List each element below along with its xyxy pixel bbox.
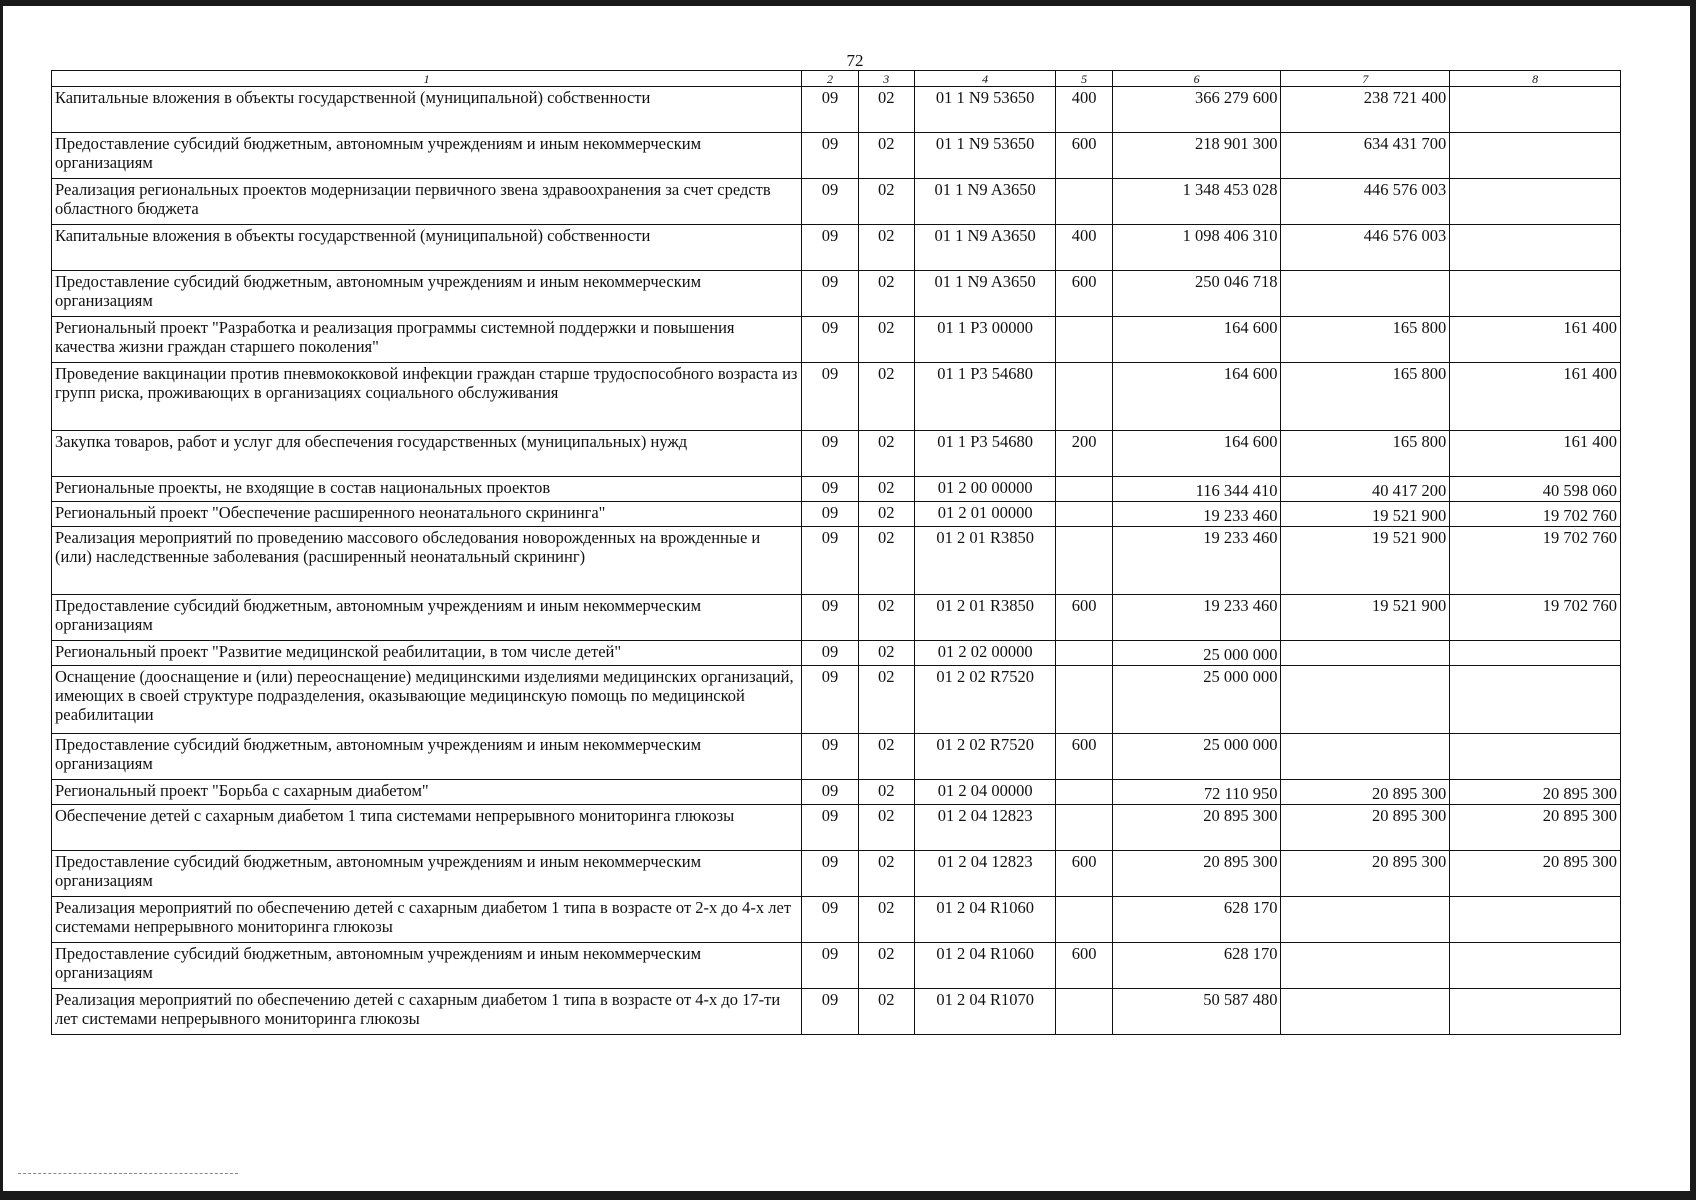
column-header-1: 1 bbox=[52, 71, 802, 87]
row-col-5 bbox=[1056, 805, 1112, 851]
row-col-4: 01 2 01 R3850 bbox=[914, 527, 1056, 595]
row-col-8 bbox=[1450, 989, 1621, 1035]
row-col-6: 19 233 460 bbox=[1112, 527, 1281, 595]
row-col-4: 01 2 04 12823 bbox=[914, 851, 1056, 897]
row-col-5 bbox=[1056, 527, 1112, 595]
table-row bbox=[52, 363, 1621, 431]
row-col-4: 01 2 04 12823 bbox=[914, 805, 1056, 851]
row-col-5: 600 bbox=[1056, 851, 1112, 897]
row-col-7: 165 800 bbox=[1281, 317, 1450, 363]
row-col-4: 01 1 P3 00000 bbox=[914, 317, 1056, 363]
row-col-8: 20 895 300 bbox=[1450, 805, 1621, 851]
row-col-7: 20 895 300 bbox=[1281, 780, 1450, 805]
row-col-7: 40 417 200 bbox=[1281, 477, 1450, 502]
row-col-2: 09 bbox=[802, 943, 858, 989]
row-description: Закупка товаров, работ и услуг для обеспечения государственных (муниципальных) нужд bbox=[52, 431, 802, 477]
column-header-7: 7 bbox=[1281, 71, 1450, 87]
row-col-5: 600 bbox=[1056, 595, 1112, 641]
row-col-3: 02 bbox=[858, 179, 914, 225]
column-header-5: 5 bbox=[1056, 71, 1112, 87]
row-col-2: 09 bbox=[802, 851, 858, 897]
row-col-3: 02 bbox=[858, 317, 914, 363]
row-col-7: 446 576 003 bbox=[1281, 179, 1450, 225]
row-col-7: 446 576 003 bbox=[1281, 225, 1450, 271]
row-col-7 bbox=[1281, 943, 1450, 989]
row-col-5 bbox=[1056, 780, 1112, 805]
row-col-5 bbox=[1056, 641, 1112, 666]
table-row bbox=[52, 133, 1621, 179]
table-row bbox=[52, 943, 1621, 989]
row-col-4: 01 2 04 R1060 bbox=[914, 943, 1056, 989]
row-col-7: 19 521 900 bbox=[1281, 595, 1450, 641]
row-col-6: 1 098 406 310 bbox=[1112, 225, 1281, 271]
row-col-3: 02 bbox=[858, 477, 914, 502]
row-col-5 bbox=[1056, 179, 1112, 225]
row-col-5: 400 bbox=[1056, 225, 1112, 271]
row-col-6: 164 600 bbox=[1112, 317, 1281, 363]
row-col-5 bbox=[1056, 317, 1112, 363]
row-col-6: 218 901 300 bbox=[1112, 133, 1281, 179]
row-col-2: 09 bbox=[802, 666, 858, 734]
row-description: Реализация мероприятий по проведению массового обследования новорожденных на врожденные и (или) наследственные заболевания (расширенный неонатальный скрининг) bbox=[52, 527, 802, 595]
row-col-4: 01 2 00 00000 bbox=[914, 477, 1056, 502]
row-col-3: 02 bbox=[858, 431, 914, 477]
row-col-6: 25 000 000 bbox=[1112, 666, 1281, 734]
row-col-7: 19 521 900 bbox=[1281, 527, 1450, 595]
row-col-8 bbox=[1450, 666, 1621, 734]
row-col-4: 01 2 02 R7520 bbox=[914, 734, 1056, 780]
row-description: Капитальные вложения в объекты государственной (муниципальной) собственности bbox=[52, 87, 802, 133]
column-header-6: 6 bbox=[1112, 71, 1281, 87]
row-col-5: 200 bbox=[1056, 431, 1112, 477]
row-col-8 bbox=[1450, 734, 1621, 780]
row-description: Реализация мероприятий по обеспечению детей с сахарным диабетом 1 типа в возрасте от 4-х до 17-ти лет системами непрерывного мониторинга глюкозы bbox=[52, 989, 802, 1035]
row-description: Реализация мероприятий по обеспечению детей с сахарным диабетом 1 типа в возрасте от 2-х до 4-х лет системами непрерывного мониторинга глюкозы bbox=[52, 897, 802, 943]
row-col-2: 09 bbox=[802, 780, 858, 805]
row-col-8 bbox=[1450, 225, 1621, 271]
row-col-3: 02 bbox=[858, 595, 914, 641]
row-col-8 bbox=[1450, 641, 1621, 666]
row-col-2: 09 bbox=[802, 133, 858, 179]
row-col-8: 161 400 bbox=[1450, 317, 1621, 363]
row-col-8 bbox=[1450, 943, 1621, 989]
row-col-2: 09 bbox=[802, 897, 858, 943]
row-description: Региональные проекты, не входящие в состав национальных проектов bbox=[52, 477, 802, 502]
row-col-8: 19 702 760 bbox=[1450, 595, 1621, 641]
row-col-5 bbox=[1056, 989, 1112, 1035]
row-description: Проведение вакцинации против пневмококковой инфекции граждан старше трудоспособного возраста из групп риска, проживающих в организациях социального обслуживания bbox=[52, 363, 802, 431]
row-col-5: 400 bbox=[1056, 87, 1112, 133]
row-col-5 bbox=[1056, 897, 1112, 943]
table-row bbox=[52, 989, 1621, 1035]
row-col-3: 02 bbox=[858, 363, 914, 431]
table-row bbox=[52, 179, 1621, 225]
row-col-3: 02 bbox=[858, 133, 914, 179]
table-row bbox=[52, 87, 1621, 133]
row-col-5 bbox=[1056, 477, 1112, 502]
table-row bbox=[52, 431, 1621, 477]
row-col-8 bbox=[1450, 179, 1621, 225]
row-col-3: 02 bbox=[858, 641, 914, 666]
row-description: Региональный проект "Разработка и реализация программы системной поддержки и повышения качества жизни граждан старшего поколения" bbox=[52, 317, 802, 363]
row-col-6: 50 587 480 bbox=[1112, 989, 1281, 1035]
table-row bbox=[52, 805, 1621, 851]
row-col-2: 09 bbox=[802, 363, 858, 431]
row-description: Предоставление субсидий бюджетным, автономным учреждениям и иным некоммерческим организациям bbox=[52, 595, 802, 641]
row-col-3: 02 bbox=[858, 271, 914, 317]
row-col-6: 72 110 950 bbox=[1112, 780, 1281, 805]
row-col-3: 02 bbox=[858, 666, 914, 734]
row-col-6: 164 600 bbox=[1112, 431, 1281, 477]
row-col-5 bbox=[1056, 363, 1112, 431]
row-col-3: 02 bbox=[858, 225, 914, 271]
column-header-3: 3 bbox=[858, 71, 914, 87]
row-col-7: 165 800 bbox=[1281, 431, 1450, 477]
table-row bbox=[52, 527, 1621, 595]
row-col-7 bbox=[1281, 271, 1450, 317]
row-col-3: 02 bbox=[858, 989, 914, 1035]
row-col-4: 01 2 02 00000 bbox=[914, 641, 1056, 666]
row-description: Капитальные вложения в объекты государственной (муниципальной) собственности bbox=[52, 225, 802, 271]
page-number: 72 bbox=[846, 51, 864, 70]
row-col-2: 09 bbox=[802, 527, 858, 595]
row-col-3: 02 bbox=[858, 851, 914, 897]
row-col-6: 25 000 000 bbox=[1112, 641, 1281, 666]
table-row bbox=[52, 595, 1621, 641]
row-col-4: 01 1 P3 54680 bbox=[914, 431, 1056, 477]
row-description: Региональный проект "Развитие медицинской реабилитации, в том числе детей" bbox=[52, 641, 802, 666]
row-col-2: 09 bbox=[802, 477, 858, 502]
row-col-6: 164 600 bbox=[1112, 363, 1281, 431]
row-col-7: 20 895 300 bbox=[1281, 805, 1450, 851]
row-col-5: 600 bbox=[1056, 271, 1112, 317]
row-col-8: 20 895 300 bbox=[1450, 780, 1621, 805]
row-col-6: 19 233 460 bbox=[1112, 595, 1281, 641]
row-col-5: 600 bbox=[1056, 133, 1112, 179]
row-col-3: 02 bbox=[858, 780, 914, 805]
row-col-6: 628 170 bbox=[1112, 943, 1281, 989]
column-header-8: 8 bbox=[1450, 71, 1621, 87]
row-col-7 bbox=[1281, 666, 1450, 734]
row-col-4: 01 2 04 00000 bbox=[914, 780, 1056, 805]
row-col-8: 19 702 760 bbox=[1450, 527, 1621, 595]
row-col-3: 02 bbox=[858, 734, 914, 780]
row-col-2: 09 bbox=[802, 179, 858, 225]
row-col-6: 20 895 300 bbox=[1112, 805, 1281, 851]
row-col-8: 161 400 bbox=[1450, 431, 1621, 477]
scan-edge-top bbox=[0, 0, 1696, 6]
row-col-8 bbox=[1450, 87, 1621, 133]
scan-edge-left bbox=[0, 0, 3, 1200]
row-col-8 bbox=[1450, 133, 1621, 179]
column-header-2: 2 bbox=[802, 71, 858, 87]
row-col-2: 09 bbox=[802, 989, 858, 1035]
row-col-2: 09 bbox=[802, 225, 858, 271]
row-col-2: 09 bbox=[802, 734, 858, 780]
row-col-8 bbox=[1450, 271, 1621, 317]
row-col-8: 20 895 300 bbox=[1450, 851, 1621, 897]
row-col-4: 01 2 01 00000 bbox=[914, 502, 1056, 527]
row-description: Региональный проект "Обеспечение расширенного неонатального скрининга" bbox=[52, 502, 802, 527]
row-col-4: 01 1 N9 A3650 bbox=[914, 179, 1056, 225]
row-col-5: 600 bbox=[1056, 943, 1112, 989]
row-col-2: 09 bbox=[802, 431, 858, 477]
row-col-8: 40 598 060 bbox=[1450, 477, 1621, 502]
table-row bbox=[52, 897, 1621, 943]
row-col-6: 116 344 410 bbox=[1112, 477, 1281, 502]
row-col-3: 02 bbox=[858, 527, 914, 595]
row-col-4: 01 2 02 R7520 bbox=[914, 666, 1056, 734]
row-col-6: 1 348 453 028 bbox=[1112, 179, 1281, 225]
row-col-3: 02 bbox=[858, 502, 914, 527]
row-col-2: 09 bbox=[802, 317, 858, 363]
row-col-8: 161 400 bbox=[1450, 363, 1621, 431]
row-description: Предоставление субсидий бюджетным, автономным учреждениям и иным некоммерческим организациям bbox=[52, 734, 802, 780]
row-col-3: 02 bbox=[858, 805, 914, 851]
row-col-3: 02 bbox=[858, 897, 914, 943]
row-col-7: 19 521 900 bbox=[1281, 502, 1450, 527]
row-col-4: 01 2 04 R1060 bbox=[914, 897, 1056, 943]
table-row bbox=[52, 734, 1621, 780]
row-col-7 bbox=[1281, 734, 1450, 780]
row-col-6: 20 895 300 bbox=[1112, 851, 1281, 897]
row-col-2: 09 bbox=[802, 805, 858, 851]
table-row bbox=[52, 851, 1621, 897]
row-description: Обеспечение детей с сахарным диабетом 1 типа системами непрерывного мониторинга глюкозы bbox=[52, 805, 802, 851]
row-col-6: 25 000 000 bbox=[1112, 734, 1281, 780]
row-col-2: 09 bbox=[802, 595, 858, 641]
row-col-2: 09 bbox=[802, 641, 858, 666]
scan-edge-right bbox=[1690, 0, 1696, 1200]
row-col-7: 20 895 300 bbox=[1281, 851, 1450, 897]
row-col-2: 09 bbox=[802, 87, 858, 133]
table-row bbox=[52, 477, 1621, 502]
row-col-8 bbox=[1450, 897, 1621, 943]
row-col-5 bbox=[1056, 502, 1112, 527]
column-number-row bbox=[52, 71, 1621, 87]
table-row bbox=[52, 271, 1621, 317]
table-row bbox=[52, 780, 1621, 805]
row-col-4: 01 2 04 R1070 bbox=[914, 989, 1056, 1035]
row-col-2: 09 bbox=[802, 502, 858, 527]
row-col-6: 366 279 600 bbox=[1112, 87, 1281, 133]
row-col-6: 250 046 718 bbox=[1112, 271, 1281, 317]
row-col-7: 634 431 700 bbox=[1281, 133, 1450, 179]
row-col-7: 238 721 400 bbox=[1281, 87, 1450, 133]
budget-table bbox=[51, 70, 1621, 1035]
table-row bbox=[52, 225, 1621, 271]
row-col-7 bbox=[1281, 641, 1450, 666]
row-col-3: 02 bbox=[858, 943, 914, 989]
row-col-4: 01 1 N9 53650 bbox=[914, 87, 1056, 133]
row-col-4: 01 2 01 R3850 bbox=[914, 595, 1056, 641]
row-description: Предоставление субсидий бюджетным, автономным учреждениям и иным некоммерческим организациям bbox=[52, 943, 802, 989]
row-description: Предоставление субсидий бюджетным, автономным учреждениям и иным некоммерческим организациям bbox=[52, 133, 802, 179]
table-body bbox=[52, 87, 1621, 1035]
table-row bbox=[52, 666, 1621, 734]
row-description: Реализация региональных проектов модернизации первичного звена здравоохранения за счет средств областного бюджета bbox=[52, 179, 802, 225]
row-col-4: 01 1 N9 A3650 bbox=[914, 225, 1056, 271]
row-col-5: 600 bbox=[1056, 734, 1112, 780]
row-col-2: 09 bbox=[802, 271, 858, 317]
column-header-4: 4 bbox=[914, 71, 1056, 87]
row-col-4: 01 1 P3 54680 bbox=[914, 363, 1056, 431]
table-row bbox=[52, 502, 1621, 527]
row-col-8: 19 702 760 bbox=[1450, 502, 1621, 527]
row-col-6: 628 170 bbox=[1112, 897, 1281, 943]
row-col-4: 01 1 N9 53650 bbox=[914, 133, 1056, 179]
scan-edge-bottom bbox=[0, 1191, 1696, 1200]
row-description: Предоставление субсидий бюджетным, автономным учреждениям и иным некоммерческим организациям bbox=[52, 851, 802, 897]
row-description: Оснащение (дооснащение и (или) переоснащение) медицинскими изделиями медицинских организаций, имеющих в своей структуре подразделения, оказывающие медицинскую помощь по медицинской реабилитации bbox=[52, 666, 802, 734]
table-row bbox=[52, 641, 1621, 666]
row-col-6: 19 233 460 bbox=[1112, 502, 1281, 527]
row-col-5 bbox=[1056, 666, 1112, 734]
row-description: Предоставление субсидий бюджетным, автономным учреждениям и иным некоммерческим организациям bbox=[52, 271, 802, 317]
row-col-7: 165 800 bbox=[1281, 363, 1450, 431]
row-col-7 bbox=[1281, 989, 1450, 1035]
row-description: Региональный проект "Борьба с сахарным диабетом" bbox=[52, 780, 802, 805]
table-row bbox=[52, 317, 1621, 363]
row-col-4: 01 1 N9 A3650 bbox=[914, 271, 1056, 317]
scan-artifact-line bbox=[18, 1173, 238, 1176]
row-col-7 bbox=[1281, 897, 1450, 943]
row-col-3: 02 bbox=[858, 87, 914, 133]
